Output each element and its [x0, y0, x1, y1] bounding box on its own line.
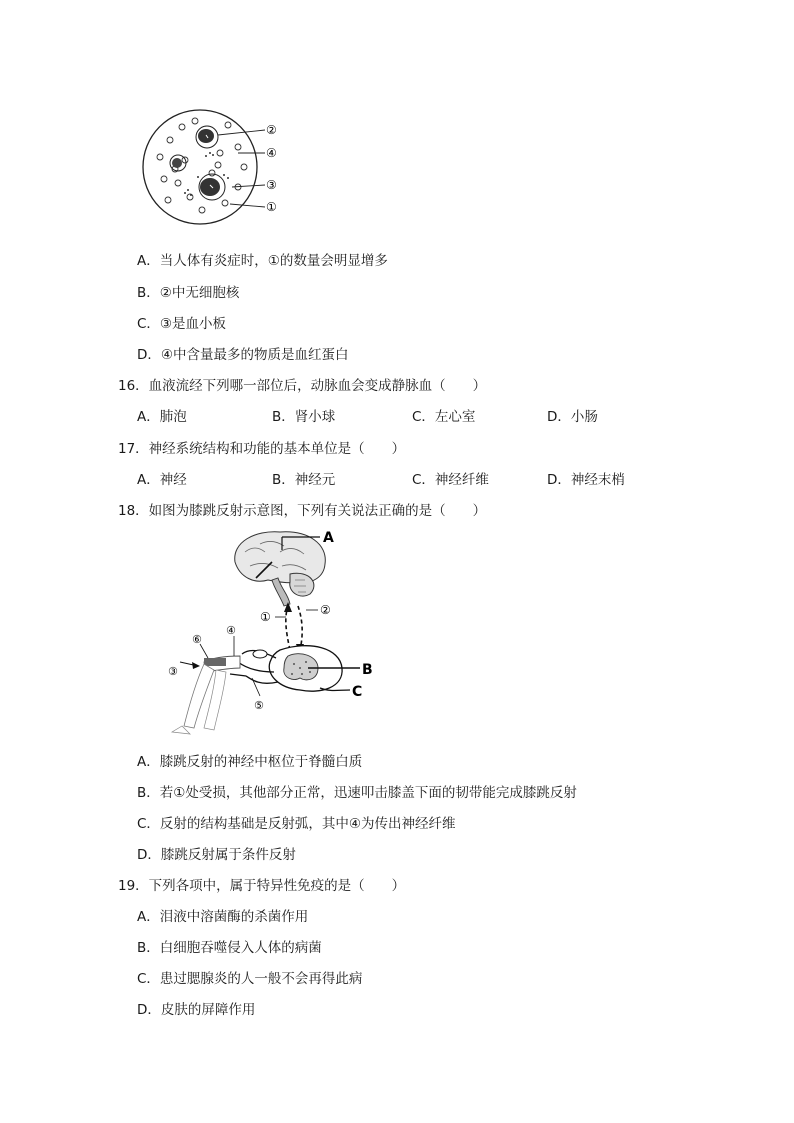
label-n3: ③	[168, 665, 178, 678]
knee-jerk-reflex-figure	[160, 522, 390, 740]
q18-option-d[interactable]: D．膝跳反射属于条件反射	[137, 847, 296, 863]
label-2: ②	[266, 123, 277, 137]
label-A: A	[323, 530, 334, 546]
label-4: ④	[266, 146, 277, 160]
q17-option-d[interactable]: D．神经末梢	[547, 472, 625, 488]
q18-stem: 18．如图为膝跳反射示意图，下列有关说法正确的是（ ）	[118, 503, 487, 519]
q16-option-d[interactable]: D．小肠	[547, 409, 598, 425]
label-n1: ①	[260, 610, 271, 624]
q15-option-a[interactable]: A．当人体有炎症时，①的数量会明显增多	[137, 253, 388, 269]
label-n2: ②	[320, 603, 331, 617]
label-1: ①	[266, 200, 277, 214]
spinal-cord-illustration	[230, 646, 360, 691]
q19-option-b[interactable]: B．白细胞吞噬侵入人体的病菌	[137, 940, 322, 956]
label-3: ③	[266, 178, 277, 192]
q15-option-d[interactable]: D．④中含量最多的物质是血红蛋白	[137, 347, 349, 363]
q17-stem: 17．神经系统结构和功能的基本单位是（ ）	[118, 441, 406, 457]
q18-option-c[interactable]: C．反射的结构基础是反射弧，其中④为传出神经纤维	[137, 816, 456, 832]
q16-option-c[interactable]: C．左心室	[412, 409, 476, 425]
q19-stem: 19．下列各项中，属于特异性免疫的是（ ）	[118, 878, 406, 894]
white-blood-cell	[199, 174, 225, 200]
q16-option-a[interactable]: A．肺泡	[137, 409, 187, 425]
q16-stem: 16．血液流经下列哪一部位后，动脉血会变成静脉血（ ）	[118, 378, 487, 394]
q17-option-a[interactable]: A．神经	[137, 472, 187, 488]
q19-option-d[interactable]: D．皮肤的屏障作用	[137, 1002, 256, 1018]
q19-option-c[interactable]: C．患过腮腺炎的人一般不会再得此病	[137, 971, 363, 987]
q19-option-a[interactable]: A．泪液中溶菌酶的杀菌作用	[137, 909, 309, 925]
white-blood-cell	[196, 126, 218, 148]
q16-option-b[interactable]: B．肾小球	[272, 409, 336, 425]
q15-option-c[interactable]: C．③是血小板	[137, 316, 227, 332]
label-B: B	[362, 662, 373, 678]
q17-option-c[interactable]: C．神经纤维	[412, 472, 489, 488]
q15-option-b[interactable]: B．②中无细胞核	[137, 285, 240, 301]
blood-smear-figure	[140, 105, 290, 230]
brain-illustration	[235, 532, 326, 606]
label-n6: ⑥	[192, 633, 202, 646]
label-C: C	[352, 684, 363, 700]
q17-option-b[interactable]: B．神经元	[272, 472, 336, 488]
leg-illustration	[172, 656, 240, 734]
label-n4: ④	[226, 624, 236, 637]
q18-option-a[interactable]: A．膝跳反射的神经中枢位于脊髓白质	[137, 754, 363, 770]
label-n5: ⑤	[254, 699, 264, 712]
q18-option-b[interactable]: B．若①处受损，其他部分正常，迅速叩击膝盖下面的韧带能完成膝跳反射	[137, 785, 577, 801]
